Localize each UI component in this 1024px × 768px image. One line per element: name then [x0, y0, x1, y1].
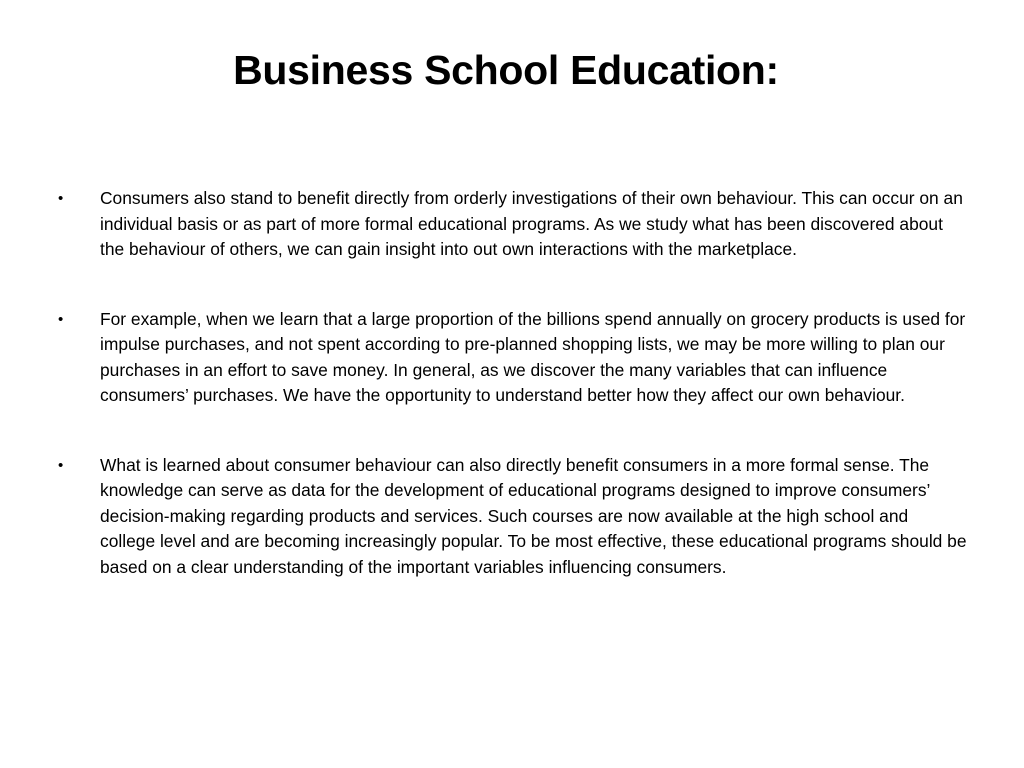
bullet-list — [58, 186, 968, 624]
bullet-item — [58, 453, 968, 581]
bullet-text: For example, when we learn that a large proportion of the billions spend annually on grocery products is used for impulse purchases, and not spent according to pre-planned shopping lists, we may be more willing to plan our purchases in an effort to save money. In general, as we discover the many variables that can influence consumers’ purchases. We have the opportunity to understand better how they affect our own behaviour. — [100, 308, 966, 405]
bullet-text: What is learned about consumer behaviour can also directly benefit consumers in a more formal sense. The knowledge can serve as data for the development of educational programs designed to improve consumers’ decision-making regarding products and services. Such courses are now available at the high school and college level and are becoming increasingly popular. To be most effective, these educational programs should be based on a clear understanding of the important variables influencing consumers. — [100, 454, 967, 577]
slide-title: Business School Education: — [233, 47, 779, 93]
bullet-icon: • — [58, 456, 64, 474]
bullet-item — [58, 186, 968, 263]
bullet-icon: • — [58, 310, 64, 328]
bullet-icon: • — [58, 190, 64, 207]
bullet-item — [58, 307, 968, 409]
bullet-text: Consumers also stand to benefit directly from orderly investigations of their own behaviour. This can occur on an individual basis or as part of more formal educational programs. As we study what has been discovered about the behaviour of others, we can gain insight into out own interactions with the marketplace. — [100, 188, 963, 259]
